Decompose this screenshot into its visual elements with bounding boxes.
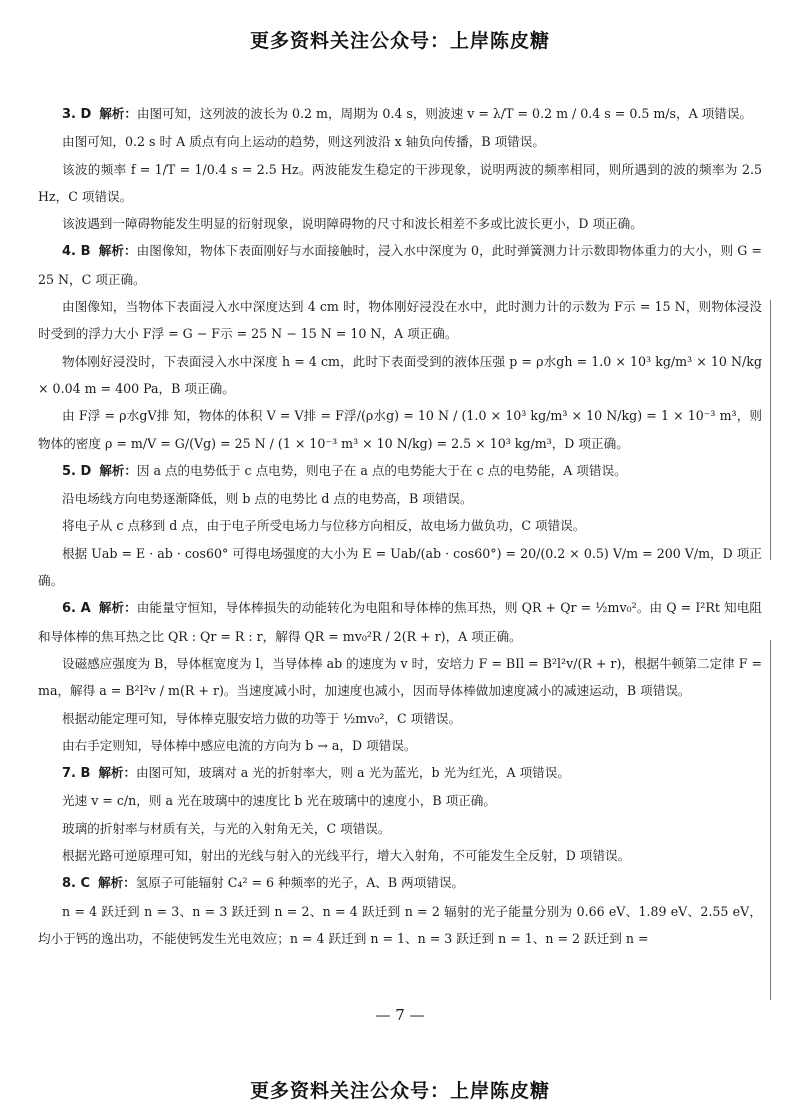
q8-text-1: 氢原子可能辐射 C₄² = 6 种频率的光子，A、B 两项错误。 <box>135 875 465 891</box>
scan-edge-line <box>770 300 771 560</box>
question-4 <box>38 237 762 456</box>
q3-para-3: 该波的频率 f = 1/T = 1/0.4 s = 2.5 Hz。两波能发生稳定的干涉现象，说明两波的频率相同，则所遇到的波的频率为 2.5 Hz，C 项错误。 <box>38 161 762 204</box>
q7-para-4: 根据光路可逆原理可知，射出的光线与射入的光线平行，增大入射角，不可能发生全反射，D 项错误。 <box>62 848 631 864</box>
q7-number: 7. B <box>62 766 91 782</box>
q4-para-2: 由图像知，当物体下表面浸入水中深度达到 4 cm 时，物体刚好浸没在水中，此时测力计的示数为 F示 = 15 N，则物体浸没时受到的浮力大小 F浮 = G − F示 = 25 N − 15 N = 10 N，A 项正确。 <box>38 299 762 342</box>
q7-label: 解析： <box>98 765 136 781</box>
q5-number: 5. D <box>62 463 92 479</box>
q3-para-4: 该波遇到一障碍物能发生明显的衍射现象，说明障碍物的尺寸和波长相差不多或比波长更小，D 项正确。 <box>62 216 643 232</box>
question-5 <box>38 457 762 594</box>
q8-number: 8. C <box>62 876 91 892</box>
q6-label: 解析： <box>98 600 137 616</box>
q5-label: 解析： <box>99 462 137 478</box>
q3-text-1: 由图可知，这列波的波长为 0.2 m，周期为 0.4 s，则波速 v = λ/T = 0.2 m / 0.4 s = 0.5 m/s，A 项错误。 <box>136 106 753 121</box>
q7-para-1 <box>38 759 762 787</box>
q7-para-3: 玻璃的折射率与材质有关，与光的入射角无关，C 项错误。 <box>62 820 391 836</box>
header-banner: 更多资料关注公众号：上岸陈皮糖 <box>249 30 550 52</box>
q6-para-4: 由右手定则知，导体棒中感应电流的方向为 b → a，D 项错误。 <box>62 737 417 753</box>
q7-para-2: 光速 v = c/n，则 a 光在玻璃中的速度比 b 光在玻璃中的速度小，B 项正确。 <box>62 793 496 809</box>
question-7 <box>38 759 762 869</box>
q6-para-2: 设磁感应强度为 B，导体框宽度为 l，当导体棒 ab 的速度为 v 时，安培力 F = BIl = B²l²v/(R + r)，根据牛顿第二定律 F = ma，解得 a = B²l²v / m(R + r)。当速度减小时，加速度也减小，因而导体棒做加速度减小的减速运动，B 项错误。 <box>38 655 762 699</box>
q4-para-3: 物体刚好浸没时，下表面浸入水中深度 h = 4 cm，此时下表面受到的液体压强 p = ρ水gh = 1.0 × 10³ kg/m³ × 10 N/kg × 0.04 m = 400 Pa，B 项正确。 <box>38 353 762 396</box>
q8-label: 解析： <box>98 875 136 891</box>
q8-para-2: n = 4 跃迁到 n = 3、n = 3 跃迁到 n = 2、n = 4 跃迁到 n = 2 辐射的光子能量分别为 0.66 eV、1.89 eV、2.55 eV，均小于钙的逸出功，不能使钙发生光电效应；n = 4 跃迁到 n = 1、n = 3 跃迁到 n = 1、n = 2 跃迁到 n = <box>38 903 762 946</box>
scan-edge-line <box>770 640 771 1000</box>
q8-para-1 <box>38 869 762 897</box>
q5-para-2: 沿电场线方向电势逐渐降低，则 b 点的电势比 d 点的电势高，B 项错误。 <box>62 491 473 507</box>
q3-number: 3. D <box>62 107 92 122</box>
question-3 <box>38 100 762 237</box>
question-6 <box>38 594 762 759</box>
question-8 <box>38 869 762 952</box>
q4-para-1 <box>38 237 762 293</box>
q6-para-1 <box>38 594 762 650</box>
q4-number: 4. B <box>62 244 91 260</box>
q4-text-1: 由图像知，物体下表面刚好与水面接触时，浸入水中深度为 0，此时弹簧测力计示数即物体重力的大小，则 G = 25 N，C 项正确。 <box>38 243 762 287</box>
q6-number: 6. A <box>62 601 91 617</box>
q3-para-1 <box>38 100 762 128</box>
q7-text-1: 由图可知，玻璃对 a 光的折射率大，则 a 光为蓝光，b 光为红光，A 项错误。 <box>135 765 570 781</box>
q6-text-1: 由能量守恒知，导体棒损失的动能转化为电阻和导体棒的焦耳热，则 QR + Qr = ½mv₀²。由 Q = I²Rt 知电阻和导体棒的焦耳热之比 QR : Qr = R : r，解得 QR = mv₀²R / 2(R + r)，A 项正确。 <box>38 600 762 644</box>
q5-para-1 <box>38 457 762 485</box>
q5-text-1: 因 a 点的电势低于 c 点电势，则电子在 a 点的电势能大于在 c 点的电势能，A 项错误。 <box>136 462 627 478</box>
q3-para-2: 由图可知，0.2 s 时 A 质点有向上运动的趋势，则这列波沿 x 轴负向传播，B 项错误。 <box>62 134 545 150</box>
q4-label: 解析： <box>98 243 137 259</box>
q6-para-3: 根据动能定理可知，导体棒克服安培力做的功等于 ½mv₀²，C 项错误。 <box>62 710 462 726</box>
q4-para-4: 由 F浮 = ρ水gV排 知，物体的体积 V = V排 = F浮/(ρ水g) = 10 N / (1.0 × 10³ kg/m³ × 10 N/kg) = 1 × 10⁻³ m³，则物体的密度 ρ = m/V = G/(Vg) = 25 N / (1 × 10⁻³ m³ × 10 N/kg) = 2.5 × 10³ kg/m³，D 项正确。 <box>38 408 762 451</box>
q5-para-4: 根据 Uab = E · ab · cos60° 可得电场强度的大小为 E = Uab/(ab · cos60°) = 20/(0.2 × 0.5) V/m = 200 V/m，D 项正确。 <box>38 545 762 589</box>
q5-para-3: 将电子从 c 点移到 d 点，由于电子所受电场力与位移方向相反，故电场力做负功，C 项错误。 <box>62 518 586 534</box>
footer-banner: 更多资料关注公众号：上岸陈皮糖 <box>249 1080 550 1102</box>
page-number: — 7 — <box>375 1006 425 1024</box>
q3-label: 解析： <box>99 106 137 121</box>
solutions-body <box>38 100 762 952</box>
